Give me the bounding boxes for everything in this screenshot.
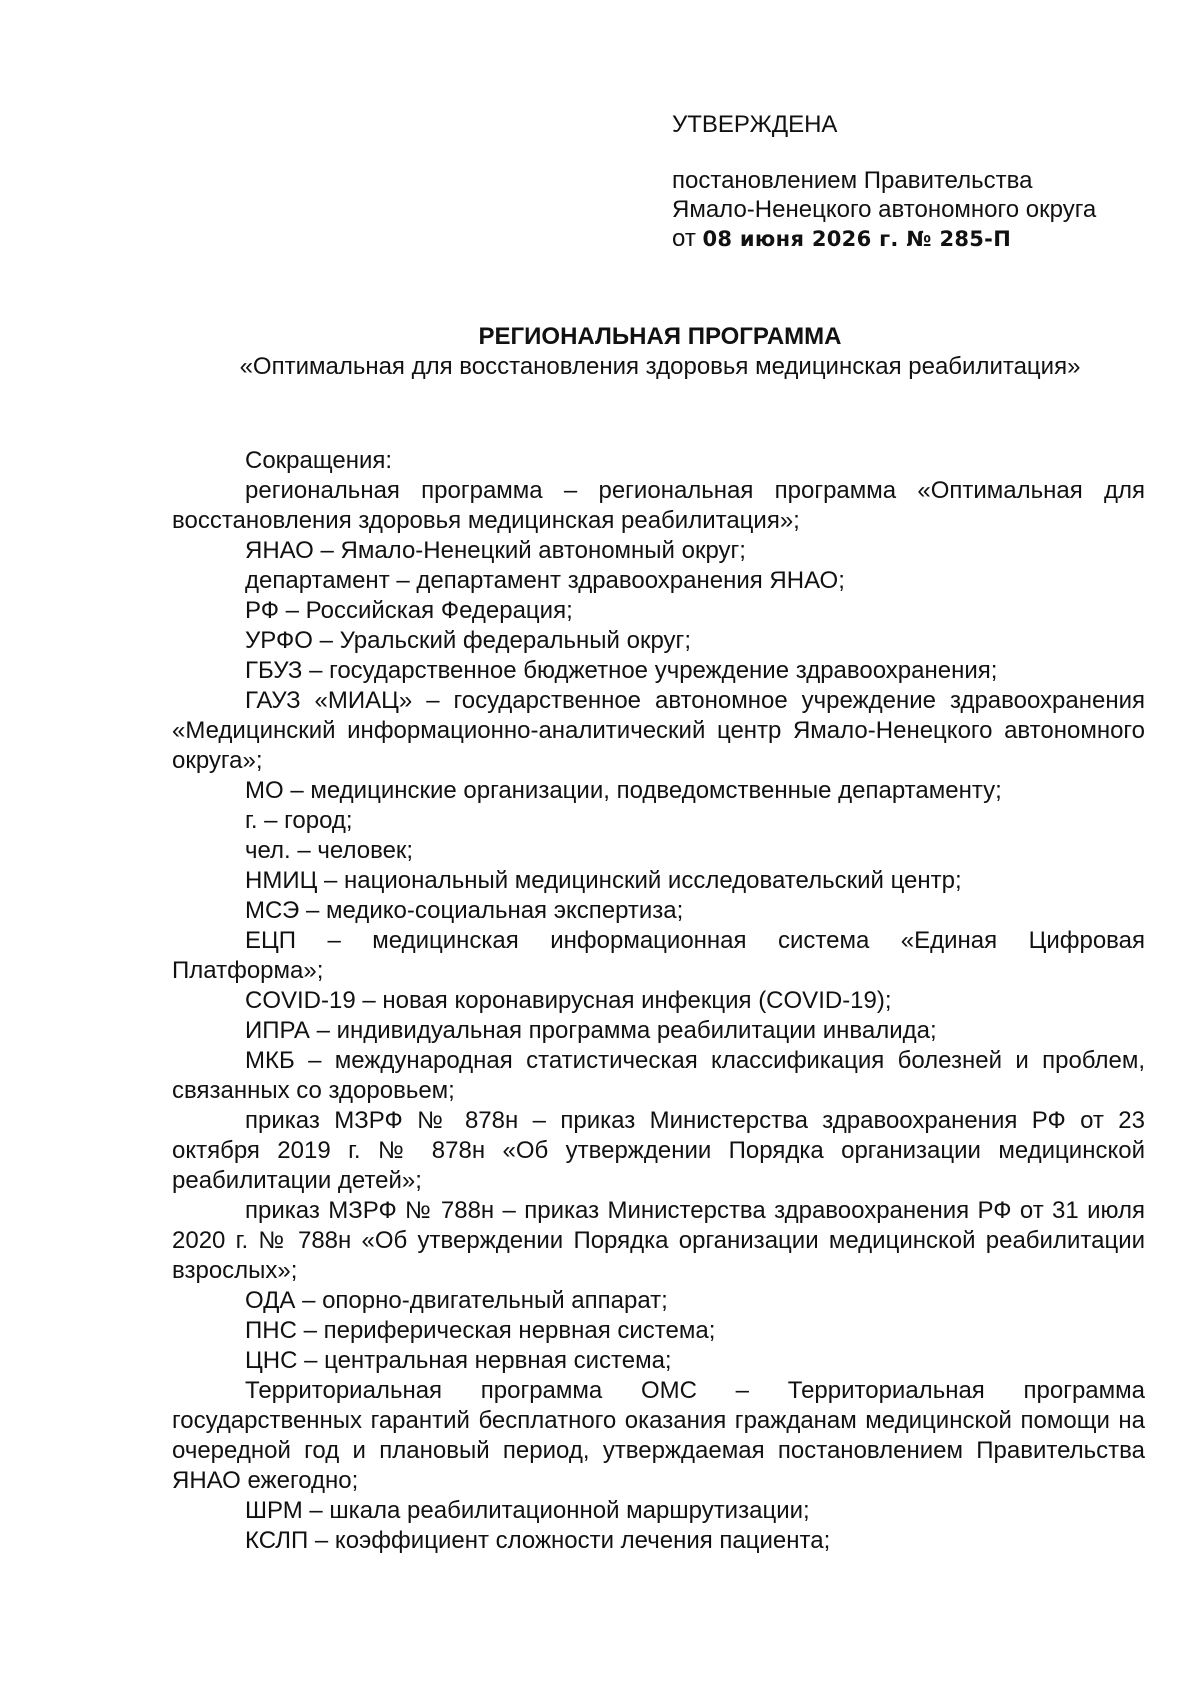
abbreviations-section — [172, 446, 1145, 1556]
approval-line-1: постановлением Правительства — [672, 167, 1033, 194]
paragraph: приказ МЗРФ № 788н – приказ Министерства здравоохранения РФ от 31 июля 2020 г. № 788н «Об утверждении Порядка организации медицинской реабилитации взрослых»; — [172, 1197, 1145, 1284]
approval-date-line — [672, 224, 1172, 254]
approval-date-value: 08 июня 2026 г. № 285-П — [702, 227, 1012, 251]
paragraph: чел. – человек; — [245, 837, 414, 864]
paragraph: ГАУЗ «МИАЦ» – государственное автономное учреждение здравоохранения «Медицинский информационно-аналитический центр Ямало-Ненецкого автономного округа»; — [172, 687, 1145, 774]
paragraph: МО – медицинские организации, подведомственные департаменту; — [245, 777, 1002, 804]
paragraph: УРФО – Уральский федеральный округ; — [245, 627, 691, 654]
paragraph: ОДА – опорно-двигательный аппарат; — [245, 1287, 668, 1314]
paragraph: COVID-19 – новая коронавирусная инфекция (COVID-19); — [245, 987, 892, 1014]
paragraph: ЦНС – центральная нервная система; — [245, 1347, 672, 1374]
paragraph: ШРМ – шкала реабилитационной маршрутизации; — [245, 1497, 810, 1524]
paragraph: ЯНАО – Ямало-Ненецкий автономный округ; — [245, 537, 746, 564]
paragraph: ПНС – периферическая нервная система; — [245, 1317, 716, 1344]
paragraph: ЕЦП – медицинская информационная система «Единая Цифровая Платформа»; — [172, 927, 1145, 984]
approval-block — [672, 110, 1172, 254]
approval-status: УТВЕРЖДЕНА — [672, 111, 838, 138]
paragraph: Сокращения: — [245, 447, 393, 474]
paragraph: приказ МЗРФ № 878н – приказ Министерства здравоохранения РФ от 23 октября 2019 г. № 878н «Об утверждении Порядка организации медицинской реабилитации детей»; — [172, 1107, 1145, 1194]
paragraph: региональная программа – региональная программа «Оптимальная для восстановления здоровья медицинская реабилитация»; — [172, 477, 1145, 534]
paragraph: г. – город; — [245, 807, 353, 834]
approval-line-2: Ямало-Ненецкого автономного округа — [672, 196, 1097, 223]
paragraph: НМИЦ – национальный медицинский исследовательский центр; — [245, 867, 962, 894]
document-subtitle: «Оптимальная для восстановления здоровья медицинская реабилитация» — [239, 353, 1081, 380]
paragraph: Территориальная программа ОМС – Территориальная программа государственных гарантий бесплатного оказания гражданам медицинской помощи на очередной год и плановый период, утверждаемая постановлением Правительства ЯНАО ежегодно; — [172, 1377, 1145, 1494]
approval-date-prefix: от — [672, 225, 696, 252]
paragraph: департамент – департамент здравоохранения ЯНАО; — [245, 567, 845, 594]
document-title: РЕГИОНАЛЬНАЯ ПРОГРАММА — [478, 323, 842, 350]
paragraph: МКБ – международная статистическая классификация болезней и проблем, связанных со здоровьем; — [172, 1047, 1145, 1104]
paragraph: МСЭ – медико-социальная экспертиза; — [245, 897, 684, 924]
paragraph: РФ – Российская Федерация; — [245, 597, 573, 624]
document-title-block — [0, 322, 1200, 382]
paragraph: ГБУЗ – государственное бюджетное учреждение здравоохранения; — [245, 657, 998, 684]
paragraph: ИПРА – индивидуальная программа реабилитации инвалида; — [245, 1017, 937, 1044]
paragraph: КСЛП – коэффициент сложности лечения пациента; — [245, 1527, 831, 1554]
